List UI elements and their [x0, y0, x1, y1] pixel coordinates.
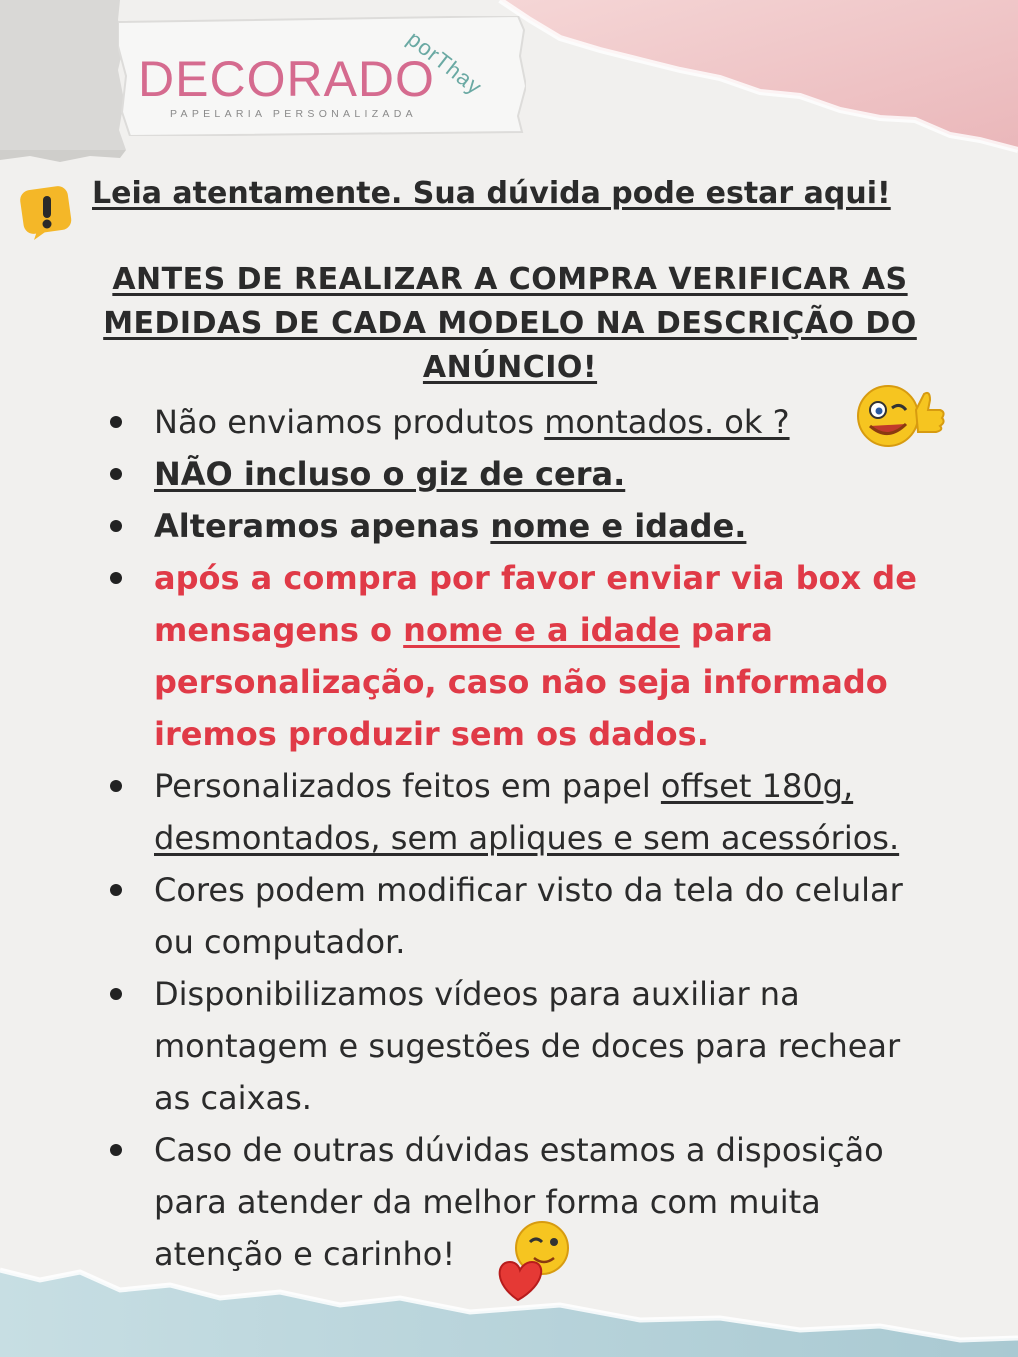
- page-heading: Leia atentamente. Sua dúvida pode estar aqui!: [92, 176, 891, 211]
- bullet-icon: [110, 780, 122, 792]
- list-item: Não enviamos produtos montados. ok ?: [102, 396, 982, 448]
- bullet-icon: [110, 884, 122, 896]
- list-item: Disponibilizamos vídeos para auxiliar na montagem e sugestões de doces para rechear as caixas.: [102, 968, 982, 1124]
- bullet-icon: [110, 572, 122, 584]
- bullet-icon: [110, 1144, 122, 1156]
- bullet-icon: [110, 520, 122, 532]
- page-title: [90, 258, 930, 390]
- title-line-1: ANTES DE REALIZAR A COMPRA VERIFICAR AS: [112, 262, 908, 297]
- list-item: após a compra por favor enviar via box de mensagens o nome e a idade para personalização, caso não seja informado iremos produzir sem os dados.: [102, 552, 982, 760]
- exclamation-icon: [18, 184, 76, 242]
- info-list: [102, 396, 982, 1280]
- bullet-icon: [110, 988, 122, 1000]
- bullet-icon: [110, 468, 122, 480]
- title-line-2: MEDIDAS DE CADA MODELO NA DESCRIÇÃO DO: [103, 306, 917, 341]
- title-line-3: ANÚNCIO!: [422, 350, 598, 385]
- logo-brand-text: DECORADO: [138, 51, 435, 107]
- brand-logo: [118, 16, 526, 136]
- list-item: Personalizados feitos em papel offset 180g, desmontados, sem apliques e sem acessórios.: [102, 760, 982, 864]
- list-item: Alteramos apenas nome e idade.: [102, 500, 982, 552]
- logo-por-thay-text: porThay: [402, 26, 488, 100]
- bullet-icon: [110, 416, 122, 428]
- logo-tagline: PAPELARIA PERSONALIZADA: [170, 108, 417, 120]
- list-item: Cores podem modificar visto da tela do celular ou computador.: [102, 864, 982, 968]
- list-item: NÃO incluso o giz de cera.: [102, 448, 982, 500]
- list-item: Caso de outras dúvidas estamos a disposição para atender da melhor forma com muita atenção e carinho!: [102, 1124, 982, 1280]
